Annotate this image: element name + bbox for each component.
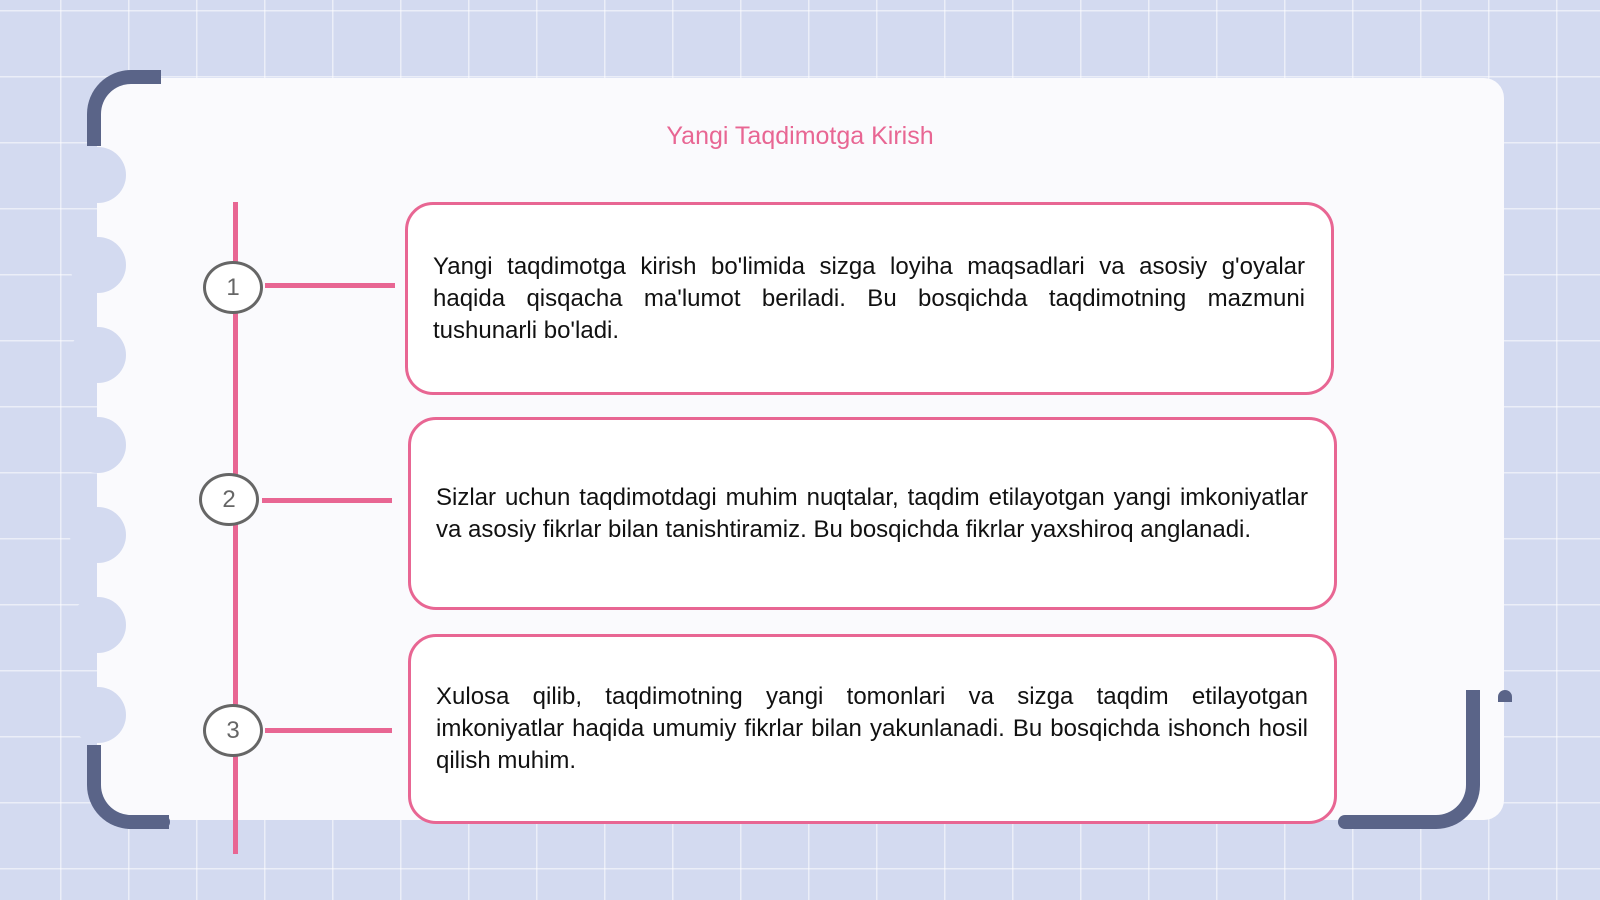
corner-bracket-bottom-right [1360,690,1480,829]
card-scallop [70,327,126,383]
step-number-badge: 1 [203,261,263,314]
step-box [408,417,1337,610]
step-connector [265,283,395,288]
step-connector [265,728,392,733]
step-text: Sizlar uchun taqdimotdagi muhim nuqtalar, taqdim etilayotgan yangi imkoniyatlar va asosiy fikrlar bilan tanishtiramiz. Bu bosqichda fikrlar yaxshiroq anglanadi. [436,483,1308,543]
slide-title: Yangi Taqdimotga Kirish [666,122,934,150]
card-scallop [70,417,126,473]
step-connector [262,498,392,503]
card-scallop [70,597,126,653]
card-scallop [70,237,126,293]
step-text: Yangi taqdimotga kirish bo'limida sizga loyiha maqsadlari va asosiy g'oyalar haqida qisqacha ma'lumot beriladi. Bu bosqichda taqdimotning mazmuni tushunarli bo'ladi. [433,252,1305,344]
step-box [408,634,1337,824]
card-scallop [70,147,126,203]
step-text: Xulosa qilib, taqdimotning yangi tomonlari va sizga taqdim etilayotgan imkoniyatlar haqida umumiy fikrlar bilan yakunlanadi. Bu bosqichda ishonch hosil qilish muhim. [436,683,1308,774]
step-number-badge: 3 [203,704,263,757]
corner-bracket-cap [1498,690,1512,702]
corner-bracket-cap [150,815,170,829]
corner-bracket-cap [1338,815,1366,829]
step-box [405,202,1334,395]
step-number-badge: 2 [199,473,259,526]
card-scallop [70,507,126,563]
card-scallop [70,687,126,743]
